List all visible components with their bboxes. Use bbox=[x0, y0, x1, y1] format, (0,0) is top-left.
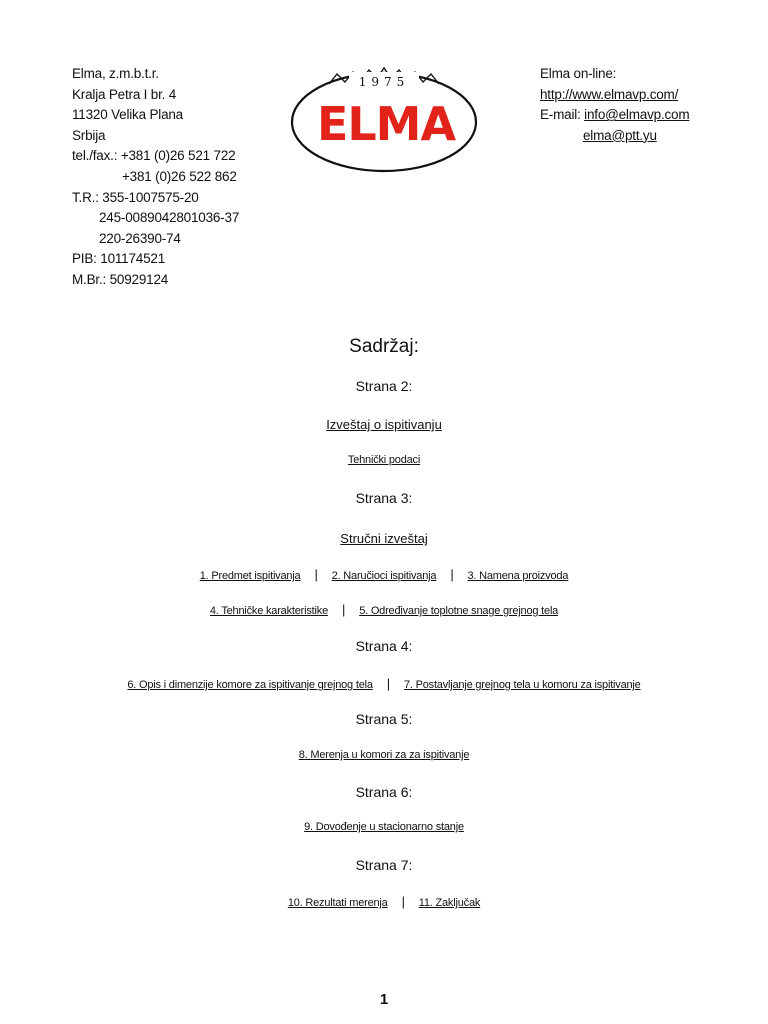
separator: | bbox=[450, 567, 454, 582]
toc-link-1[interactable]: 1. Predmet ispitivanja bbox=[199, 570, 301, 582]
toc-link-6[interactable]: 6. Opis i dimenzije komore za ispitivanje grejnog tela bbox=[127, 679, 373, 691]
street: Kralja Petra I br. 4 bbox=[72, 86, 177, 102]
toc-link-3[interactable]: 3. Namena proizvoda bbox=[467, 570, 569, 582]
email-label: E-mail: bbox=[540, 107, 585, 123]
toc-link-izvestaj[interactable]: Izveštaj o ispitivanju bbox=[326, 417, 442, 432]
email-link-info[interactable]: info@elmavp.com bbox=[584, 107, 690, 123]
toc-title: Sadržaj: bbox=[349, 336, 419, 357]
toc-link-7[interactable]: 7. Postavljanje grejnog tela u komoru za ispitivanje bbox=[403, 679, 641, 691]
phone-2: +381 (0)26 522 862 bbox=[122, 168, 237, 184]
toc-link-8[interactable]: 8. Merenja u komori za za ispitivanje bbox=[298, 749, 470, 761]
toc-link-9[interactable]: 9. Dovođenje u stacionarno stanje bbox=[304, 821, 464, 833]
tr-account-2: 245-0089042801036-37 bbox=[99, 210, 240, 226]
toc-row bbox=[0, 602, 768, 617]
toc-link-strucni-izvestaj[interactable]: Stručni izveštaj bbox=[340, 531, 428, 546]
toc-link-11[interactable]: 11. Zaključak bbox=[418, 897, 481, 909]
toc-page-4: Strana 4: bbox=[355, 638, 413, 654]
company-address bbox=[72, 64, 239, 291]
toc-link-5[interactable]: 5. Određivanje toplotne snage grejnog tela bbox=[359, 605, 559, 617]
toc-page-5: Strana 5: bbox=[355, 711, 413, 727]
online-title: Elma on-line: bbox=[540, 66, 617, 81]
separator: | bbox=[386, 676, 390, 691]
logo-year: 1975 bbox=[358, 75, 410, 89]
toc-page-6: Strana 6: bbox=[355, 784, 413, 800]
page-number: 1 bbox=[379, 991, 389, 1008]
separator: | bbox=[314, 567, 318, 582]
toc-row bbox=[0, 567, 768, 582]
contact-online bbox=[540, 64, 689, 146]
toc-row bbox=[0, 894, 768, 909]
mbr: M.Br.: 50929124 bbox=[72, 271, 169, 287]
toc-page-2: Strana 2: bbox=[355, 378, 413, 394]
city: 11320 Velika Plana bbox=[72, 107, 183, 123]
logo-text: ELMA bbox=[316, 97, 456, 151]
toc-link-2[interactable]: 2. Naručioci ispitivanja bbox=[331, 570, 437, 582]
pib: PIB: 101174521 bbox=[72, 251, 166, 267]
toc-link-10[interactable]: 10. Rezultati merenja bbox=[287, 897, 388, 909]
separator: | bbox=[342, 602, 346, 617]
tr-account-3: 220-26390-74 bbox=[99, 230, 181, 246]
separator: | bbox=[401, 894, 405, 909]
toc-link-tehnicki-podaci[interactable]: Tehnički podaci bbox=[347, 454, 421, 466]
tr-account-1: T.R.: 355-1007575-20 bbox=[72, 189, 199, 205]
elma-logo bbox=[289, 64, 479, 176]
toc-row bbox=[0, 676, 768, 691]
toc-link-4[interactable]: 4. Tehničke karakteristike bbox=[209, 605, 328, 617]
toc-page-7: Strana 7: bbox=[355, 857, 413, 873]
company-name: Elma, z.m.b.t.r. bbox=[72, 66, 159, 81]
email-link-elma[interactable]: elma@ptt.yu bbox=[583, 127, 657, 143]
website-link[interactable]: http://www.elmavp.com/ bbox=[540, 86, 679, 102]
toc-page-3: Strana 3: bbox=[355, 490, 413, 506]
phone-fax: tel./fax.: +381 (0)26 521 722 bbox=[72, 148, 236, 164]
country: Srbija bbox=[72, 127, 106, 143]
